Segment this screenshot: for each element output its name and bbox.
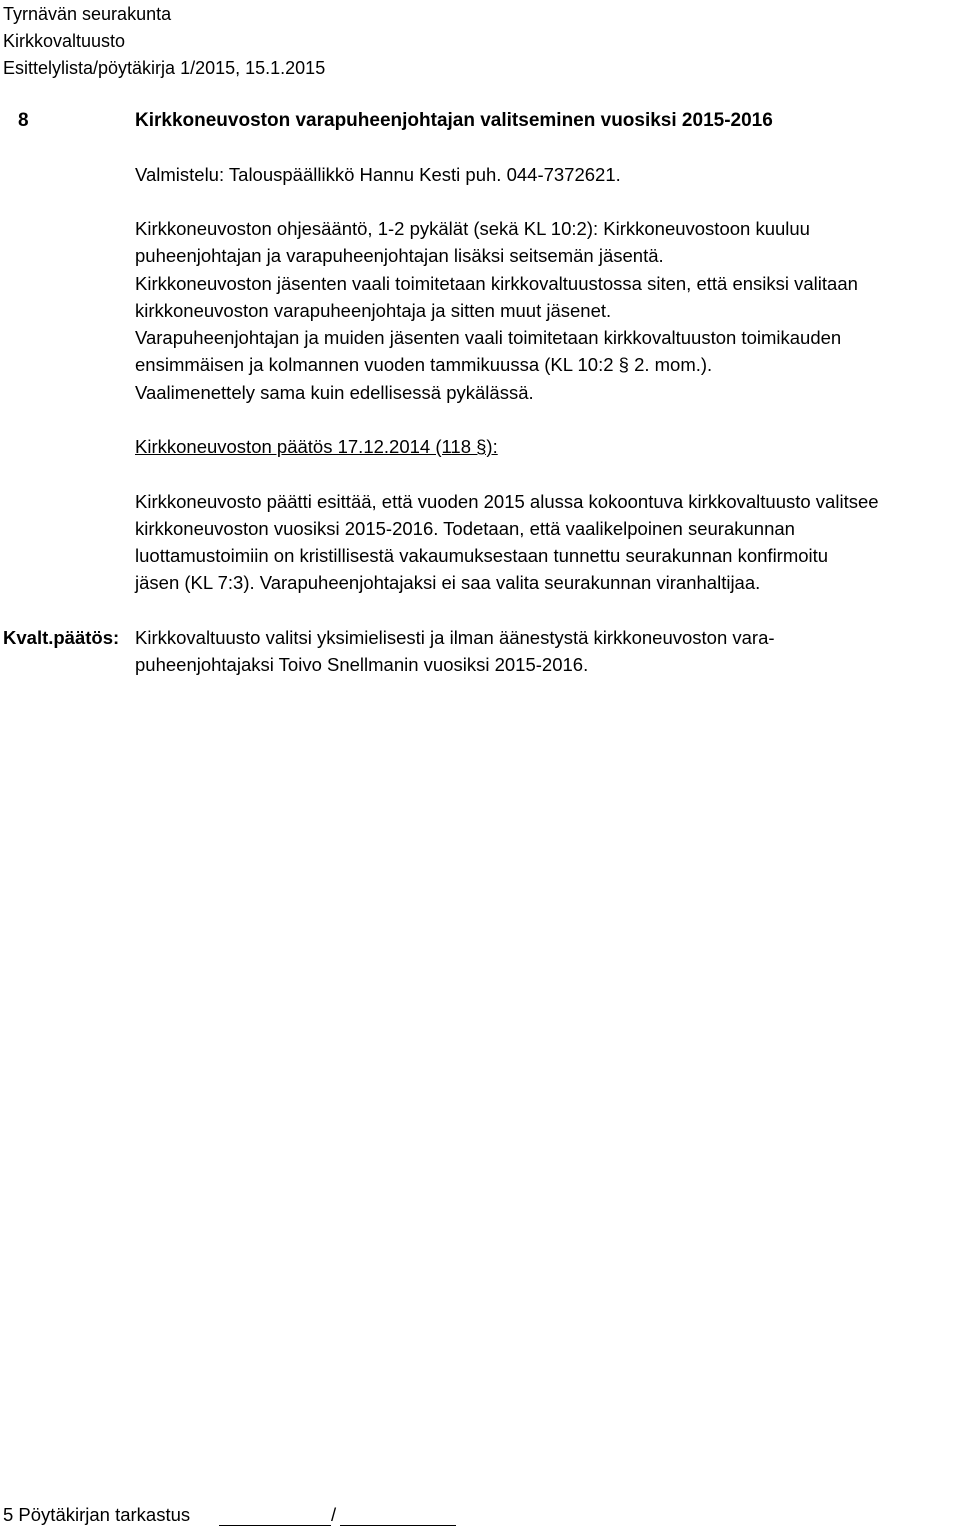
council-decision-label: Kvalt.päätös:	[3, 627, 120, 648]
body-name: Kirkkovaltuusto	[3, 31, 126, 51]
document-info: Esittelylista/pöytäkirja 1/2015, 15.1.2015	[3, 58, 326, 78]
footer-review-label: 5 Pöytäkirjan tarkastus	[3, 1504, 191, 1525]
rules-line: Vaalimenettely sama kuin edellisessä pykälässä.	[135, 382, 534, 403]
board-decision-line: Kirkkoneuvosto päätti esittää, että vuoden 2015 alussa kokoontuva kirkkovaltuusto valitsee	[135, 491, 879, 512]
council-decision-line: Kirkkovaltuusto valitsi yksimielisesti ja ilman äänestystä kirkkoneuvoston vara-	[135, 627, 775, 648]
rules-line: Varapuheenjohtajan ja muiden jäsenten vaali toimitetaan kirkkovaltuuston toimikauden	[135, 327, 842, 348]
organization-name: Tyrnävän seurakunta	[3, 4, 172, 24]
signature-separator: /	[331, 1504, 337, 1525]
board-decision-line: luottamustoimiin on kristillisestä vakaumuksestaan tunnettu seurakunnan konfirmoitu	[135, 545, 829, 566]
signature-line-1	[219, 1525, 331, 1526]
signature-line-2	[340, 1525, 456, 1526]
rules-line: Kirkkoneuvoston ohjesääntö, 1-2 pykälät (sekä KL 10:2): Kirkkoneuvostoon kuuluu	[135, 218, 810, 239]
rules-line: kirkkoneuvoston varapuheenjohtaja ja sitten muut jäsenet.	[135, 300, 612, 321]
rules-line: Kirkkoneuvoston jäsenten vaali toimitetaan kirkkovaltuustossa siten, että ensiksi valitaan	[135, 273, 858, 294]
rules-line: ensimmäisen ja kolmannen vuoden tammikuussa (KL 10:2 § 2. mom.).	[135, 354, 713, 375]
preparation-line: Valmistelu: Talouspäällikkö Hannu Kesti puh. 044-7372621.	[135, 164, 621, 185]
board-decision-line: kirkkoneuvoston vuosiksi 2015-2016. Todetaan, että vaalikelpoinen seurakunnan	[135, 518, 795, 539]
section-number: 8	[18, 110, 29, 131]
section-title: Kirkkoneuvoston varapuheenjohtajan valitseminen vuosiksi 2015-2016	[135, 110, 773, 131]
council-decision-line: puheenjohtajaksi Toivo Snellmanin vuosiksi 2015-2016.	[135, 654, 589, 675]
rules-line: puheenjohtajan ja varapuheenjohtajan lisäksi seitsemän jäsentä.	[135, 245, 664, 266]
board-decision-line: jäsen (KL 7:3). Varapuheenjohtajaksi ei saa valita seurakunnan viranhaltijaa.	[135, 572, 761, 593]
board-decision-heading: Kirkkoneuvoston päätös 17.12.2014 (118 §):	[135, 436, 498, 457]
